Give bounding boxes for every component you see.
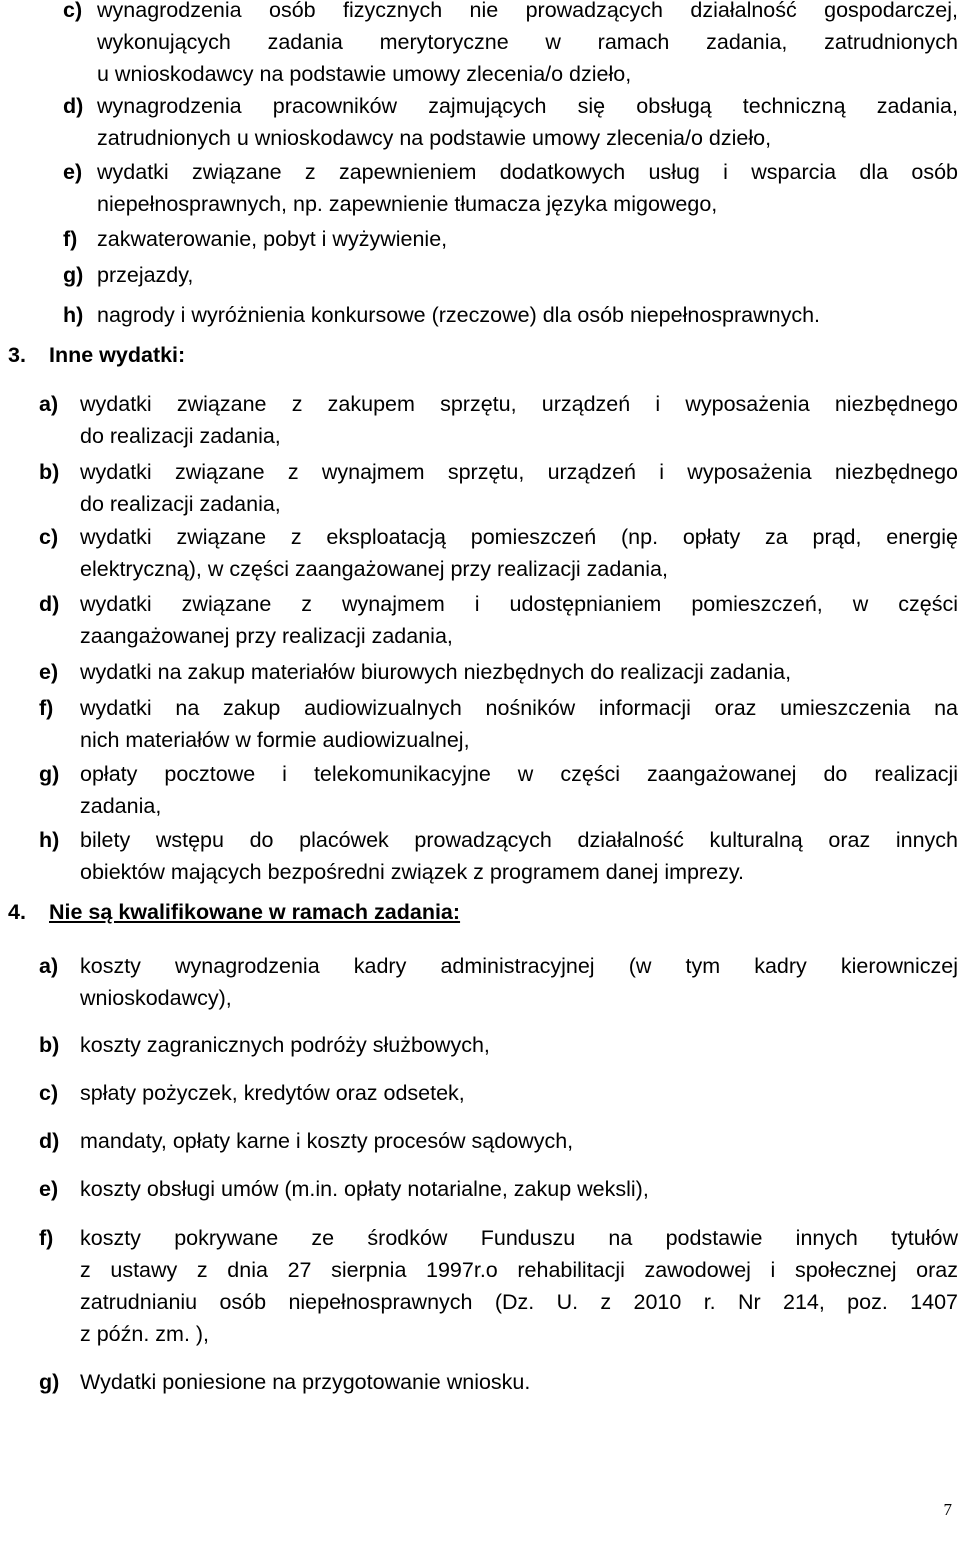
list-item: [39, 656, 958, 688]
list-item: [63, 299, 958, 331]
list-item-label: c): [63, 0, 83, 22]
list-item-label: h): [63, 303, 84, 327]
list-item-text: [80, 950, 958, 1014]
list-item: [39, 1173, 958, 1205]
text-line: do realizacji zadania,: [80, 424, 281, 448]
text-line: zaangażowanej przy realizacji zadania,: [80, 624, 453, 648]
list-item: [39, 824, 958, 888]
text-line: wykonujących zadania merytoryczne w ramach zadania, zatrudnionych: [97, 30, 958, 54]
text-line: z ustawy z dnia 27 sierpnia 1997r.o rehabilitacji zawodowej i społecznej oraz: [80, 1258, 958, 1282]
list-item-text: [80, 692, 958, 756]
section-title: Nie są kwalifikowane w ramach zadania:: [49, 900, 461, 924]
list-item: [39, 758, 958, 822]
text-line: wydatki związane z wynajmem i udostępnianiem pomieszczeń, w części: [80, 592, 958, 616]
section-number: 3.: [8, 343, 26, 367]
list-item-label: a): [39, 954, 59, 978]
text-line: spłaty pożyczek, kredytów oraz odsetek,: [80, 1081, 465, 1105]
list-item-label: g): [39, 762, 60, 786]
text-line: zatrudnionych u wnioskodawcy na podstawie umowy zlecenia/o dzieło,: [97, 126, 772, 150]
list-item-text: [80, 456, 958, 520]
list-item-text: [80, 1029, 958, 1061]
text-line: koszty obsługi umów (m.in. opłaty notarialne, zakup weksli),: [80, 1177, 649, 1201]
text-line: koszty zagranicznych podróży służbowych,: [80, 1033, 490, 1057]
list-item: [39, 1222, 958, 1350]
list-item: [39, 521, 958, 585]
list-item: [63, 0, 958, 90]
section-heading: [8, 900, 461, 925]
text-line: mandaty, opłaty karne i koszty procesów sądowych,: [80, 1129, 574, 1153]
list-item-text: [80, 1077, 958, 1109]
list-item-label: g): [39, 1370, 60, 1394]
text-line: zakwaterowanie, pobyt i wyżywienie,: [97, 227, 448, 251]
list-item: [39, 456, 958, 520]
text-line: opłaty pocztowe i telekomunikacyjne w części zaangażowanej do realizacji: [80, 762, 958, 786]
text-line: u wnioskodawcy na podstawie umowy zlecenia/o dzieło,: [97, 62, 632, 86]
list-item: [39, 388, 958, 452]
text-line: elektryczną), w części zaangażowanej przy realizacji zadania,: [80, 557, 668, 581]
list-item-label: f): [63, 227, 78, 251]
list-item-label: b): [39, 460, 60, 484]
section-title: Inne wydatki:: [49, 343, 186, 367]
text-line: wynagrodzenia pracowników zajmujących się obsługą techniczną zadania,: [97, 94, 958, 118]
text-line: Wydatki poniesione na przygotowanie wniosku.: [80, 1370, 531, 1394]
text-line: do realizacji zadania,: [80, 492, 281, 516]
list-item-label: d): [39, 592, 60, 616]
list-item-text: [80, 521, 958, 585]
list-item-label: g): [63, 263, 84, 287]
text-line: wydatki związane z eksploatacją pomieszczeń (np. opłaty za prąd, energię: [80, 525, 958, 549]
text-line: zadania,: [80, 794, 162, 818]
list-item: [39, 950, 958, 1014]
text-line: wydatki związane z wynajmem sprzętu, urządzeń i wyposażenia niezbędnego: [80, 460, 958, 484]
list-item: [63, 259, 958, 291]
list-item-text: [80, 824, 958, 888]
list-item-text: [80, 656, 958, 688]
text-line: obiektów mających bezpośredni związek z programem danej imprezy.: [80, 860, 745, 884]
text-line: koszty wynagrodzenia kadry administracyjnej (w tym kadry kierowniczej: [80, 954, 958, 978]
page-number: 7: [943, 1500, 952, 1519]
list-item-label: c): [39, 1081, 59, 1105]
list-item-label: e): [63, 160, 83, 184]
list-item-label: e): [39, 1177, 59, 1201]
list-item: [39, 692, 958, 756]
list-item-label: c): [39, 525, 59, 549]
list-item-text: [80, 388, 958, 452]
text-line: koszty pokrywane ze środków Funduszu na podstawie innych tytułów: [80, 1226, 958, 1250]
text-line: wynagrodzenia osób fizycznych nie prowadzących działalność gospodarczej,: [97, 0, 958, 22]
list-item-text: [80, 588, 958, 652]
list-item: [63, 156, 958, 220]
list-item-text: [97, 156, 958, 220]
text-line: wnioskodawcy),: [80, 986, 232, 1010]
list-item-label: e): [39, 660, 59, 684]
list-item-label: f): [39, 696, 54, 720]
text-line: bilety wstępu do placówek prowadzących działalność kulturalną oraz innych: [80, 828, 958, 852]
list-item-text: [97, 90, 958, 154]
list-item-text: [80, 1222, 958, 1350]
list-item-text: [80, 758, 958, 822]
text-line: niepełnosprawnych, np. zapewnienie tłumacza języka migowego,: [97, 192, 718, 216]
list-item: [39, 588, 958, 652]
list-item-text: [97, 0, 958, 90]
list-item: [63, 223, 958, 255]
text-line: nich materiałów w formie audiowizualnej,: [80, 728, 470, 752]
text-line: przejazdy,: [97, 263, 194, 287]
text-line: zatrudnianiu osób niepełnosprawnych (Dz. U. z 2010 r. Nr 214, poz. 1407: [80, 1290, 958, 1314]
section-heading: [8, 343, 186, 368]
list-item-text: [80, 1173, 958, 1205]
list-item: [39, 1029, 958, 1061]
list-item-text: [80, 1366, 958, 1398]
list-item-label: d): [39, 1129, 60, 1153]
list-item-text: [80, 1125, 958, 1157]
list-item-label: b): [39, 1033, 60, 1057]
list-item: [39, 1077, 958, 1109]
list-item: [39, 1366, 958, 1398]
list-item-text: [97, 299, 958, 331]
list-item-label: d): [63, 94, 84, 118]
list-item-label: h): [39, 828, 60, 852]
list-item: [39, 1125, 958, 1157]
section-number: 4.: [8, 900, 26, 924]
list-item-label: f): [39, 1226, 54, 1250]
text-line: nagrody i wyróżnienia konkursowe (rzeczowe) dla osób niepełnosprawnych.: [97, 303, 821, 327]
text-line: wydatki związane z zakupem sprzętu, urządzeń i wyposażenia niezbędnego: [80, 392, 958, 416]
list-item-label: a): [39, 392, 59, 416]
text-line: wydatki na zakup audiowizualnych nośników informacji oraz umieszczenia na: [80, 696, 958, 720]
list-item: [63, 90, 958, 154]
text-line: wydatki związane z zapewnieniem dodatkowych usług i wsparcia dla osób: [97, 160, 958, 184]
text-line: wydatki na zakup materiałów biurowych niezbędnych do realizacji zadania,: [80, 660, 792, 684]
text-line: z późn. zm. ),: [80, 1322, 210, 1346]
list-item-text: [97, 223, 958, 255]
list-item-text: [97, 259, 958, 291]
